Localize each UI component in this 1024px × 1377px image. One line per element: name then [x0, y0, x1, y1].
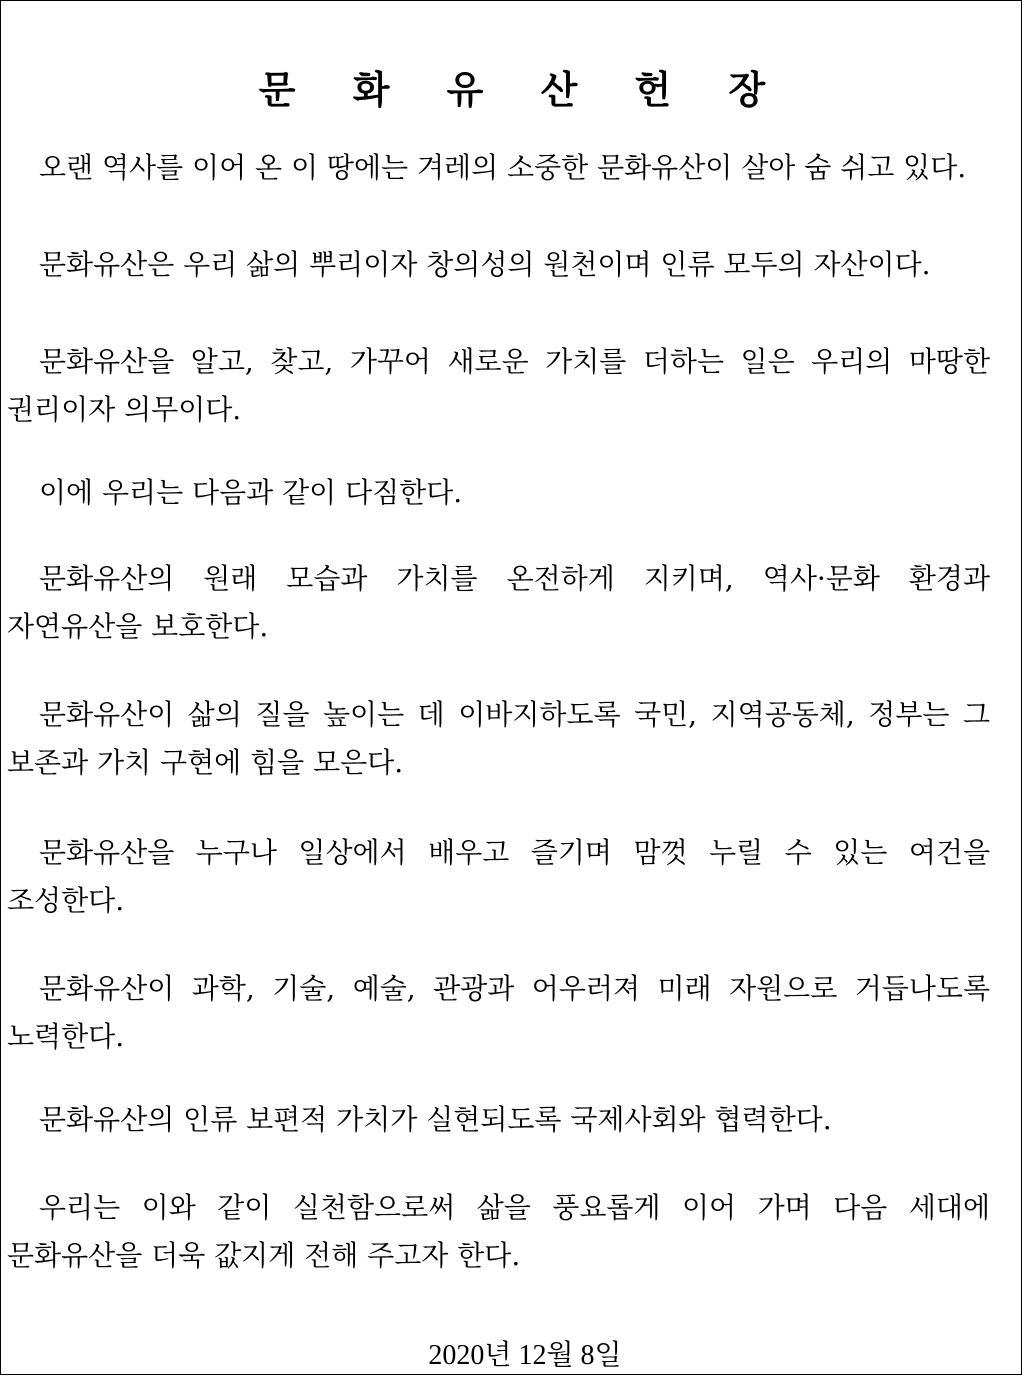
paragraph-pledge-intro: 이에 우리는 다음과 같이 다짐한다. — [39, 476, 463, 509]
pledge-item-future: 문화유산이 과학, 기술, 예술, 관광과 어우러져 미래 자원으로 거듭나도록 노력한다. — [7, 972, 990, 1053]
paragraph-roots: 문화유산은 우리 삶의 뿌리이자 창의성의 원천이며 인류 모두의 자산이다. — [39, 248, 931, 281]
paragraph-closing: 우리는 이와 같이 실천함으로써 삶을 풍요롭게 이어 가며 다음 세대에 문화유산을 더욱 값지게 전해 주고자 한다. — [7, 1191, 990, 1272]
document-title: 문 화 유 산 헌 장 — [258, 67, 788, 112]
paragraph-rights: 문화유산을 알고, 찾고, 가꾸어 새로운 가치를 더하는 일은 우리의 마땅한 권리이자 의무이다. — [7, 345, 990, 426]
proclamation-date: 2020년 12월 8일 — [428, 1340, 622, 1371]
pledge-item-cooperate: 문화유산이 삶의 질을 높이는 데 이바지하도록 국민, 지역공동체, 정부는 그 보존과 가치 구현에 힘을 모은다. — [7, 698, 990, 779]
pledge-item-enjoy: 문화유산을 누구나 일상에서 배우고 즐기며 맘껏 누릴 수 있는 여건을 조성한다. — [7, 836, 990, 917]
pledge-item-preserve: 문화유산의 원래 모습과 가치를 온전하게 지키며, 역사·문화 환경과 자연유산을 보호한다. — [7, 562, 990, 643]
paragraph-intro: 오랜 역사를 이어 온 이 땅에는 겨레의 소중한 문화유산이 살아 숨 쉬고 있다. — [39, 151, 967, 184]
pledge-item-international: 문화유산의 인류 보편적 가치가 실현되도록 국제사회와 협력한다. — [39, 1103, 832, 1136]
